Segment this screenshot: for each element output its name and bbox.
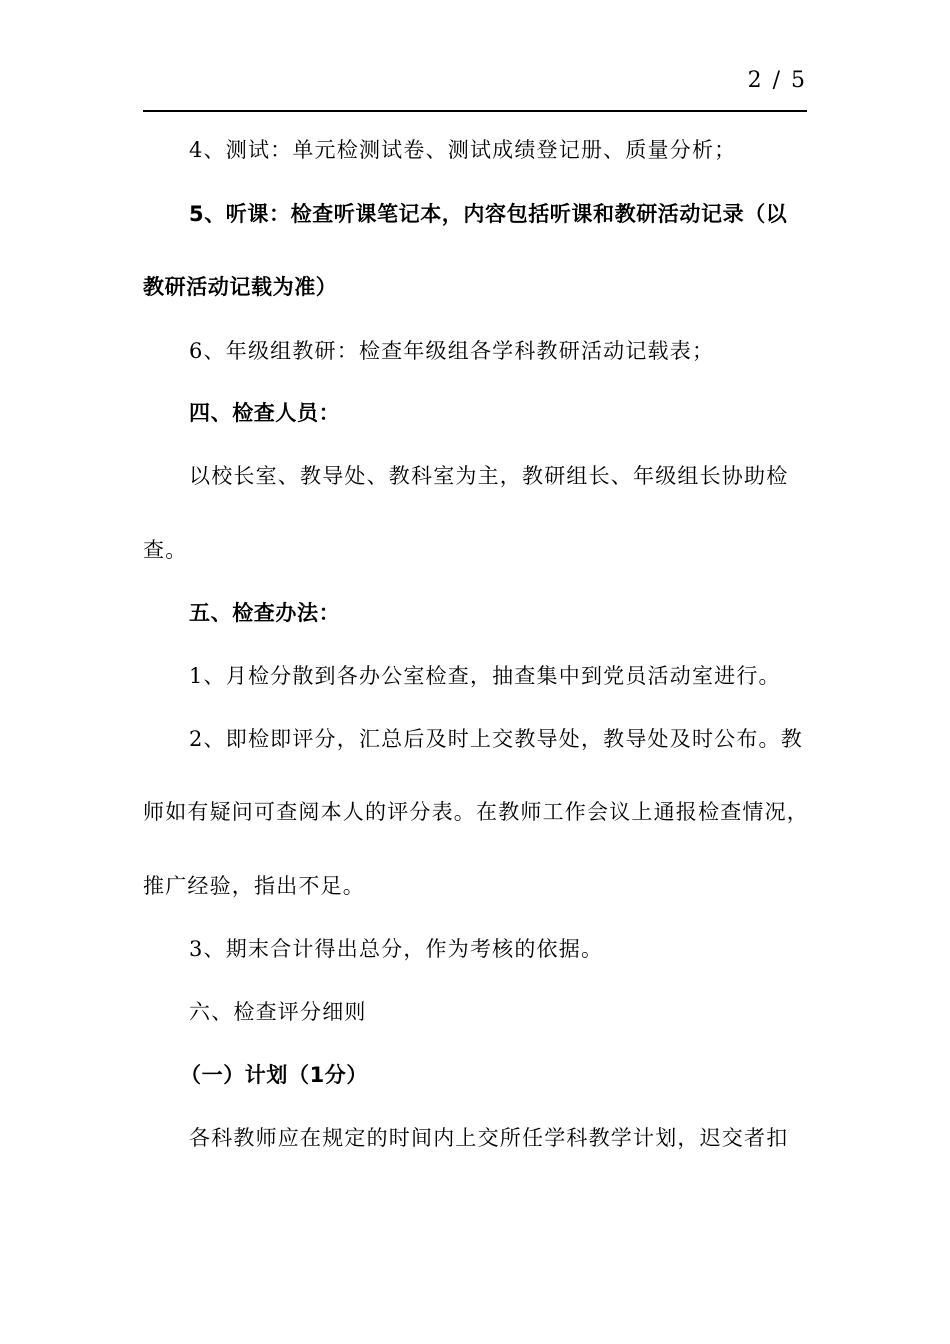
subsection-heading-plan: （一）计划（1分） — [180, 1063, 369, 1087]
section-heading-scoring-rules: 六、检查评分细则 — [189, 1000, 367, 1024]
method-2-continuation-1: 师如有疑问可查阅本人的评分表。在教师工作会议上通报检查情况， — [143, 800, 809, 824]
item-5-continuation: 教研活动记载为准） — [143, 275, 338, 299]
section-heading-methods: 五、检查办法： — [189, 601, 341, 625]
header-divider — [143, 110, 807, 112]
inspectors-paragraph-continuation: 查。 — [143, 538, 188, 562]
item-5-lesson-observation: 5、听课：检查听课笔记本，内容包括听课和教研活动记录（以 — [189, 202, 788, 226]
page-number: 2 / 5 — [747, 68, 807, 93]
method-1: 1、月检分散到各办公室检查，抽查集中到党员活动室进行。 — [189, 664, 781, 688]
section-heading-inspectors: 四、检查人员： — [189, 401, 341, 425]
method-2-continuation-2: 推广经验，指出不足。 — [143, 874, 365, 898]
plan-paragraph: 各科教师应在规定的时间内上交所任学科教学计划，迟交者扣 — [189, 1126, 789, 1150]
method-2: 2、即检即评分，汇总后及时上交教导处，教导处及时公布。教 — [189, 727, 803, 751]
method-3: 3、期末合计得出总分，作为考核的依据。 — [189, 937, 604, 961]
inspectors-paragraph: 以校长室、教导处、教科室为主，教研组长、年级组长协助检 — [189, 464, 789, 488]
item-6-grade-research: 6、年级组教研：检查年级组各学科教研活动记载表； — [189, 339, 715, 363]
item-4-test: 4、测试：单元检测试卷、测试成绩登记册、质量分析； — [189, 138, 737, 162]
